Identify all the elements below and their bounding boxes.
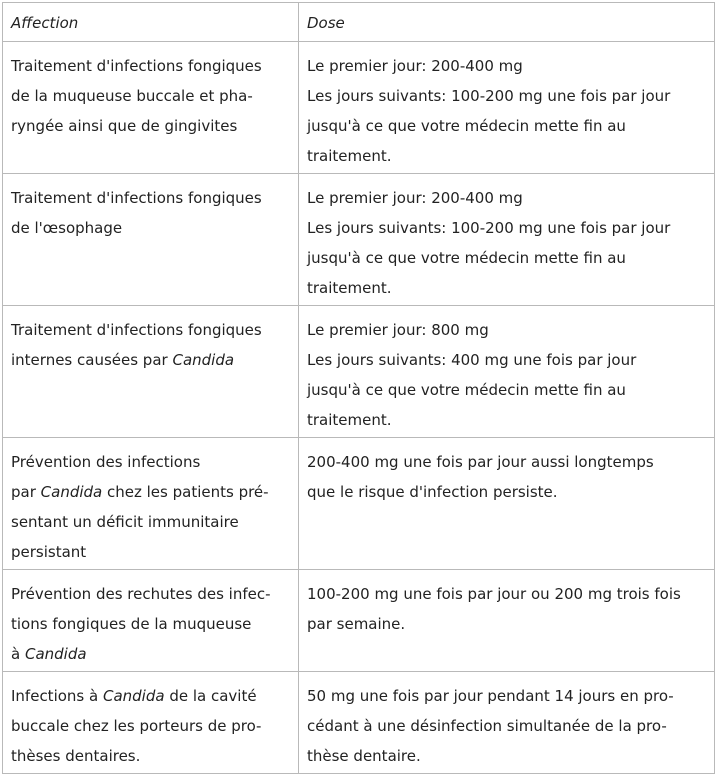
affection-line: Traitement d'infections fongiques <box>11 321 262 339</box>
dose-cell <box>299 570 715 672</box>
dose-cell <box>299 672 715 774</box>
header-dose: Dose <box>299 3 715 42</box>
table-row <box>3 306 715 438</box>
dose-line: 200-400 mg une fois par jour aussi longtemps <box>307 453 654 471</box>
dose-line: jusqu'à ce que votre médecin mette fin au <box>307 249 626 267</box>
table-row <box>3 42 715 174</box>
affection-line: Prévention des rechutes des infec- <box>11 585 271 603</box>
table-row <box>3 570 715 672</box>
table-row <box>3 174 715 306</box>
dose-line: Le premier jour: 200-400 mg <box>307 57 523 75</box>
dose-cell <box>299 174 715 306</box>
affection-cell <box>3 570 299 672</box>
affection-line: sentant un déficit immunitaire <box>11 513 239 531</box>
affection-line: Traitement d'infections fongiques <box>11 57 262 75</box>
affection-line: Infections à Candida de la cavité <box>11 687 257 705</box>
dose-cell <box>299 438 715 570</box>
affection-line: Traitement d'infections fongiques <box>11 189 262 207</box>
affection-cell <box>3 438 299 570</box>
affection-cell <box>3 672 299 774</box>
dose-line: Le premier jour: 200-400 mg <box>307 189 523 207</box>
dose-line: Les jours suivants: 100-200 mg une fois par jour <box>307 87 671 105</box>
dosage-table <box>2 2 715 774</box>
affection-line: de la muqueuse buccale et pha- <box>11 87 253 105</box>
dose-line: par semaine. <box>307 615 406 633</box>
dose-line: 50 mg une fois par jour pendant 14 jours en pro- <box>307 687 674 705</box>
dose-line: Les jours suivants: 400 mg une fois par jour <box>307 351 637 369</box>
header-affection: Affection <box>3 3 299 42</box>
dose-cell <box>299 306 715 438</box>
dose-line: jusqu'à ce que votre médecin mette fin au <box>307 117 626 135</box>
dose-line: traitement. <box>307 147 392 165</box>
dose-line: Les jours suivants: 100-200 mg une fois par jour <box>307 219 671 237</box>
affection-line: de l'œsophage <box>11 219 123 237</box>
affection-line: thèses dentaires. <box>11 747 141 765</box>
dose-line: jusqu'à ce que votre médecin mette fin au <box>307 381 626 399</box>
affection-line: à Candida <box>11 645 87 663</box>
affection-line: internes causées par Candida <box>11 351 235 369</box>
organism-name: Candida <box>172 351 235 369</box>
organism-name: Candida <box>24 645 87 663</box>
dose-line: thèse dentaire. <box>307 747 421 765</box>
table-row <box>3 672 715 774</box>
affection-cell <box>3 42 299 174</box>
affection-cell <box>3 174 299 306</box>
table-row <box>3 438 715 570</box>
dose-line: 100-200 mg une fois par jour ou 200 mg trois fois <box>307 585 681 603</box>
organism-name: Candida <box>102 687 165 705</box>
affection-line: Prévention des infections <box>11 453 201 471</box>
table-header-row <box>3 3 715 42</box>
dose-line: que le risque d'infection persiste. <box>307 483 558 501</box>
dose-line: cédant à une désinfection simultanée de la pro- <box>307 717 667 735</box>
affection-line: par Candida chez les patients pré- <box>11 483 269 501</box>
affection-line: tions fongiques de la muqueuse <box>11 615 252 633</box>
dose-line: traitement. <box>307 279 392 297</box>
dose-line: traitement. <box>307 411 392 429</box>
affection-line: persistant <box>11 543 87 561</box>
affection-line: buccale chez les porteurs de pro- <box>11 717 262 735</box>
affection-line: ryngée ainsi que de gingivites <box>11 117 238 135</box>
affection-cell <box>3 306 299 438</box>
organism-name: Candida <box>40 483 103 501</box>
dose-line: Le premier jour: 800 mg <box>307 321 489 339</box>
dose-cell <box>299 42 715 174</box>
